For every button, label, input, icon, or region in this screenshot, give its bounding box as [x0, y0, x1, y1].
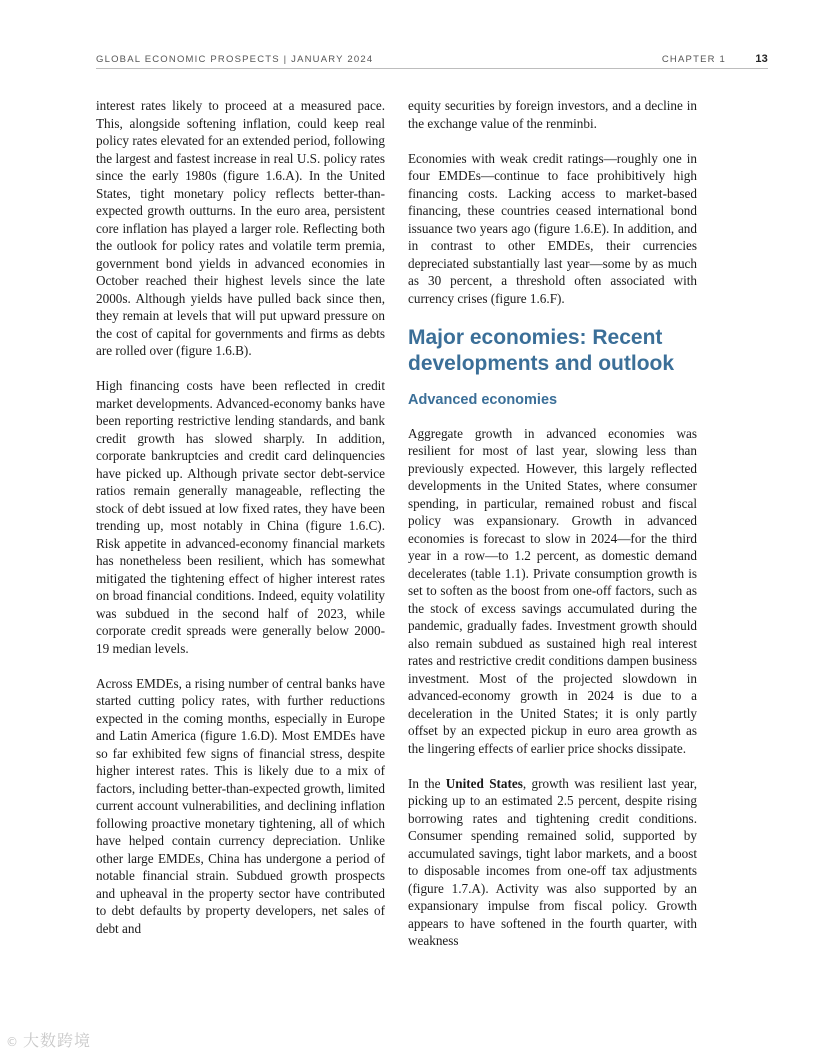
paragraph-monetary-policy: interest rates likely to proceed at a measured pace. This, alongside softening inflation, could keep real policy rates elevated for an extended period, following the largest and fastest increase in real U.S. policy rates since the early 1980s (figure 1.6.A). In the United States, tight monetary policy reflects better-than-expected growth outturns. In the euro area, persistent core inflation has played a larger role. Reflecting both the outlook for policy rates and volatile term premia, government bond yields in advanced economies in October reached their highest levels since the late 2000s. Although yields have pulled back since then, they remain at levels that will put upward pressure on the cost of capital for governments and firms as debts are rolled over (figure 1.6.B).: [96, 98, 385, 358]
paragraph-emde-central-banks: Across EMDEs, a rising number of central banks have started cutting policy rates, with further reductions expected in the coming months, especially in Europe and Latin America (figure 1.6.D). Most EMDEs have so far exhibited few signs of financial stress, despite higher interest rates. This is likely due to a mix of factors, including better-than-expected growth, limited current account vulnerabilities, and declining inflation following proactive monetary tightening, all of which have helped contain currency depreciation. Unlike other large EMDEs, China has undergone a period of notable financial strain. Subdued growth prospects and upheaval in the property sector have contributed to debt defaults by property developers, net sales of debt and: [96, 675, 385, 936]
paragraph-credit-markets: High financing costs have been reflected in credit market developments. Advanced-economy banks have been reporting restrictive lending standards, and bank credit growth has slowed sharply. In addition, corporate bankruptcies and credit card delinquencies have picked up. Although private sector debt-service ratios remain generally manageable, reflecting the stock of debt issued at low fixed rates, they have been trending up, most notably in China (figure 1.6.C). Risk appetite in advanced-economy financial markets has nonetheless been resilient, which has somewhat mitigated the tightening effect of higher interest rates on broad financial conditions. Indeed, equity volatility was subdued in the second half of 2023, while corporate credit spreads were generally below 2000-19 median levels.: [96, 378, 385, 656]
us-bold-term: United States: [445, 775, 523, 791]
right-column: [408, 97, 697, 967]
section-heading: Major economies: Recent developments and outlook: [408, 325, 675, 375]
watermark-logo-icon: ©: [6, 1035, 19, 1049]
watermark: [6, 1028, 91, 1051]
paragraph-equity-securities: equity securities by foreign investors, and a decline in the exchange value of the renminbi.: [408, 98, 697, 131]
publication-title: GLOBAL ECONOMIC PROSPECTS | JANUARY 2024: [96, 54, 374, 65]
chapter-label: CHAPTER 1: [661, 54, 726, 65]
paragraph-weak-credit: Economies with weak credit ratings—roughly one in four EMDEs—continue to face prohibitively high financing costs. Lacking access to market-based financing, these countries ceased international bond issuance two years ago (figure 1.6.E). In addition, and in contrast to other EMDEs, their currencies depreciated substantially last year—some by as much as 30 percent, a threshold often associated with currency crises (figure 1.6.F).: [408, 150, 697, 306]
page-number: 13: [755, 53, 768, 65]
us-body-text: , growth was resilient last year, picking up to an estimated 2.5 percent, despite rising borrowing rates and tightening credit conditions. Consumer spending remained solid, supported by accumulated savings, tight labor markets, and a boost to disposable incomes from one-off tax adjustments (figure 1.7.A). Activity was also supported by an expansionary impulse from fiscal policy. Growth appears to have softened in the fourth quarter, with weakness: [408, 775, 697, 948]
left-column: [96, 97, 385, 955]
header-rule: [96, 68, 768, 69]
running-header: [96, 52, 768, 68]
paragraph-united-states: [408, 775, 697, 950]
us-lead-text: In the: [408, 775, 446, 791]
sub-heading: Advanced economies: [408, 391, 558, 408]
paragraph-advanced-economies: Aggregate growth in advanced economies was resilient for most of last year, slowing less than previously expected. However, this largely reflected developments in the United States, where consumer spending, in particular, remained robust and fiscal policy was expansionary. Growth in advanced economies is forecast to slow in 2024—for the third year in a row—to 1.2 percent, as domestic demand decelerates (table 1.1). Private consumption growth is set to soften as the boost from one-off factors, such as the stock of excess savings accumulated during the pandemic, gradually fades. Investment growth should also remain subdued as sustained high real interest rates and restrictive credit conditions dampen business investment. Most of the projected slowdown in advanced-economy growth in 2024 is due to a deceleration in the United States; it is only partly offset by an expected pickup in euro area growth as the lingering effects of earlier price shocks dissipate.: [408, 425, 697, 756]
watermark-text: 大数跨境: [23, 1031, 92, 1050]
